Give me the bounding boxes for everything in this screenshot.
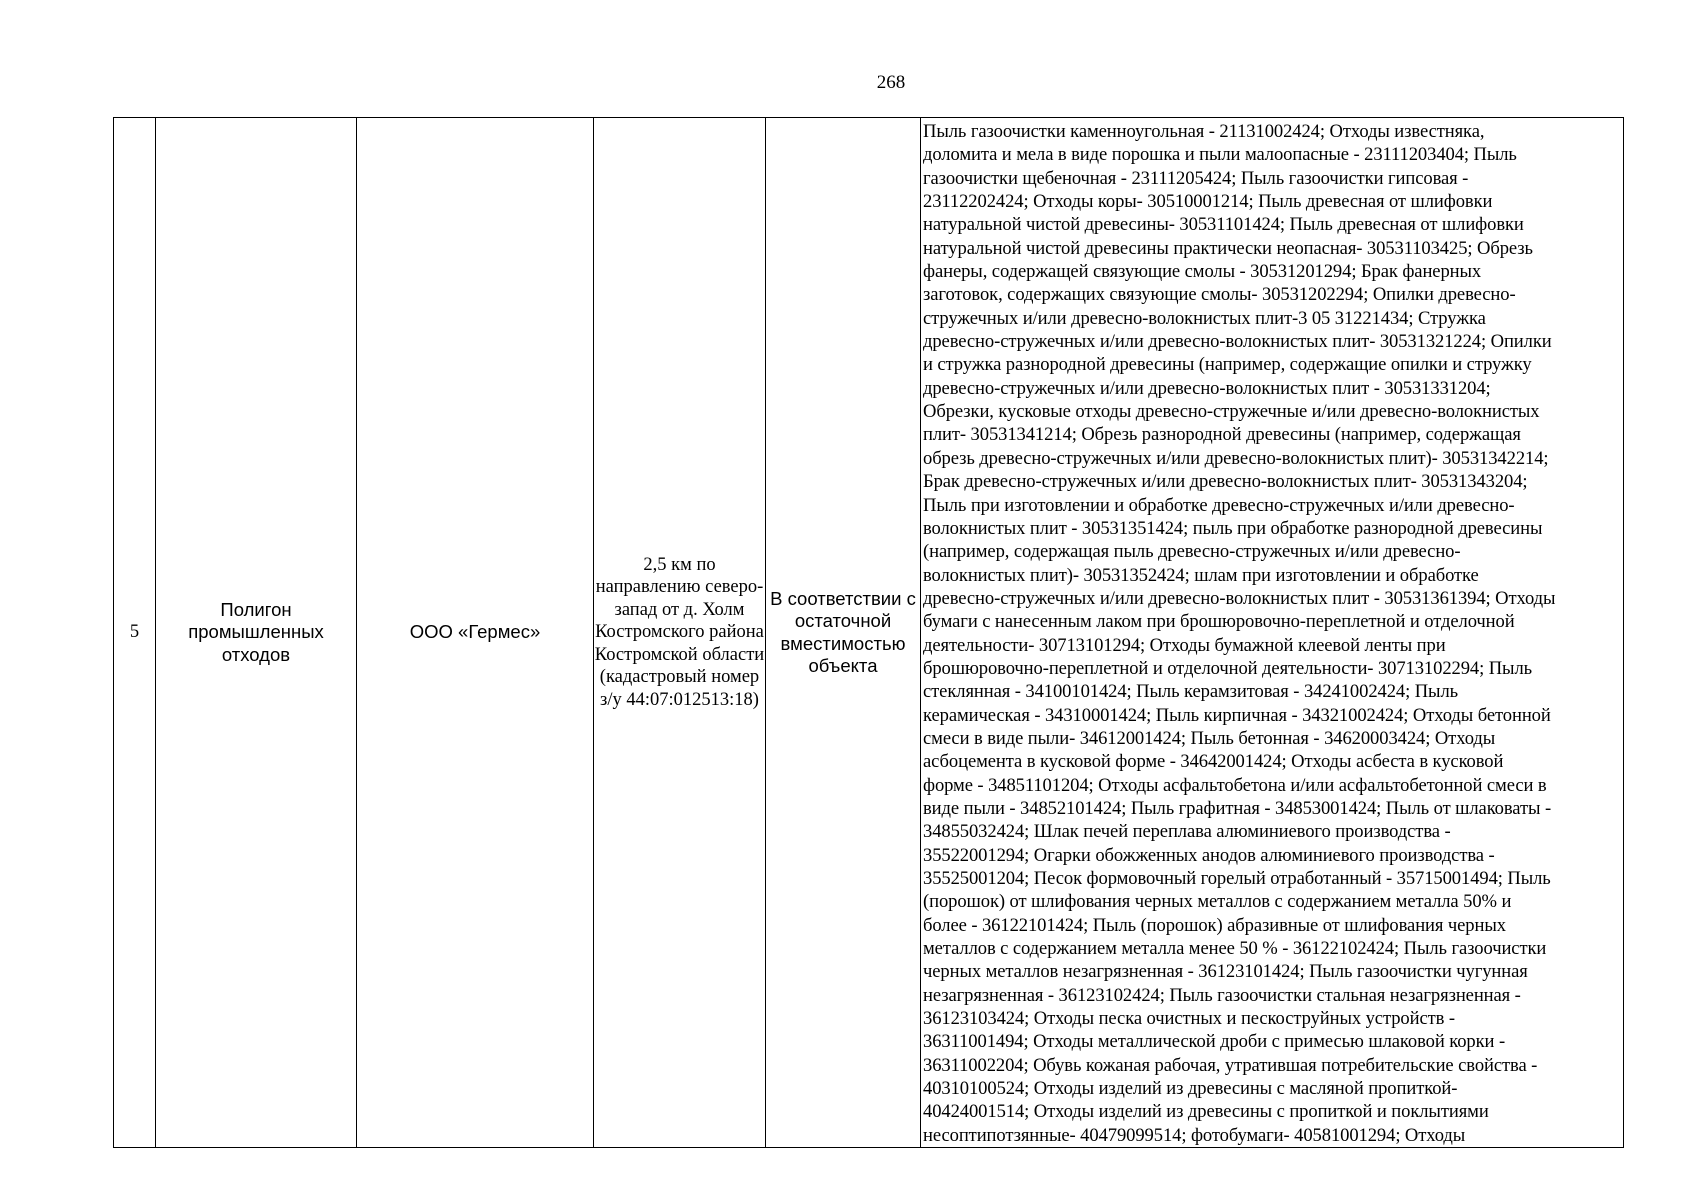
- location-cell: [594, 118, 766, 1148]
- waste-line: Пыль газоочистки каменноугольная - 21131002424; Отходы известняка,: [923, 121, 1485, 142]
- waste-line: асбоцемента в кусковой форме - 34642001424; Отходы асбеста в кусковой: [923, 751, 1504, 773]
- waste-line: 40310100524; Отходы изделий из древесины с масляной пропиткой-: [923, 1078, 1458, 1100]
- operator-cell: [357, 118, 594, 1148]
- capacity-cell: [766, 118, 921, 1148]
- waste-line: заготовок, содержащих связующие смолы- 30531202294; Опилки древесно-: [923, 284, 1516, 306]
- waste-line: волокнистых плит)- 30531352424; шлам при изготовлении и обработке: [923, 564, 1479, 586]
- waste-line: форме - 34851101204; Отходы асфальтобетона и/или асфальтобетонной смеси в: [923, 774, 1547, 796]
- waste-line: древесно-стружечных и/или древесно-волокнистых плит- 30531321224; Опилки: [923, 331, 1552, 353]
- waste-line: смеси в виде пыли- 34612001424; Пыль бетонная - 34620003424; Отходы: [923, 727, 1496, 749]
- waste-line: волокнистых плит - 30531351424; пыль при обработке разнородной древесины: [923, 517, 1543, 539]
- capacity-text: В соответствии с остаточной вместимостью объекта: [770, 587, 916, 677]
- row-number: 5: [129, 622, 140, 643]
- location-text: 2,5 км по направлению северо-запад от д. Холм Костромского района Костромской области (кадастровый номер з/у 44:07:012513:18): [594, 554, 765, 710]
- waste-line: Обрезки, кусковые отходы древесно-стружечные и/или древесно-волокнистых: [923, 401, 1540, 423]
- waste-line: Пыль при изготовлении и обработке древесно-стружечных и/или древесно-: [923, 494, 1515, 516]
- waste-line: (например, содержащая пыль древесно-стружечных и/или древесно-: [923, 541, 1461, 563]
- waste-line: 23112202424; Отходы коры- 30510001214; Пыль древесная от шлифовки: [923, 191, 1493, 213]
- waste-line: брошюровочно-переплетной и отделочной деятельности- 30713102294; Пыль: [923, 657, 1533, 679]
- waste-line: древесно-стружечных и/или древесно-волокнистых плит - 30531331204;: [923, 377, 1491, 399]
- waste-line: натуральной чистой древесины- 30531101424; Пыль древесная от шлифовки: [923, 214, 1524, 236]
- waste-line: несоптипотзянные- 40479099514; фотобумаги- 40581001294; Отходы: [923, 1124, 1466, 1146]
- waste-line: доломита и мела в виде порошка и пыли малоопасные - 23111203404; Пыль: [923, 144, 1517, 166]
- waste-line: обрезь древесно-стружечных и/или древесно-волокнистых плит)- 30531342214;: [923, 447, 1549, 469]
- waste-line: стружечных и/или древесно-волокнистых плит-3 05 31221434; Стружка: [923, 307, 1486, 329]
- waste-line: металлов с содержанием металла менее 50 % - 36122102424; Пыль газоочистки: [923, 938, 1547, 960]
- waste-line: 36311001494; Отходы металлической дроби с примесью шлаковой корки -: [923, 1031, 1506, 1053]
- waste-line: 35522001294; Огарки обожженных анодов алюминиевого производства -: [923, 844, 1495, 866]
- registry-table: [113, 117, 1624, 1148]
- waste-types-list: [923, 120, 1623, 1147]
- operator-name: ООО «Гермес»: [409, 621, 541, 643]
- waste-line: 36311002204; Обувь кожаная рабочая, утратившая потребительские свойства -: [923, 1054, 1538, 1076]
- waste-line: натуральной чистой древесины практически неопасная- 30531103425; Обрезь: [923, 237, 1533, 259]
- waste-line: стеклянная - 34100101424; Пыль керамзитовая - 34241002424; Пыль: [923, 681, 1458, 703]
- waste-line: 36123103424; Отходы песка очистных и пескоструйных устройств -: [923, 1008, 1455, 1030]
- waste-line: черных металлов незагрязненная - 36123101424; Пыль газоочистки чугунная: [923, 961, 1528, 983]
- waste-line: виде пыли - 34852101424; Пыль графитная - 34853001424; Пыль от шлаковаты -: [923, 797, 1552, 819]
- waste-line: 40424001514; Отходы изделий из древесины с пропиткой и поклытиями: [923, 1101, 1489, 1123]
- waste-line: более - 36122101424; Пыль (порошок) абразивные от шлифования черных: [923, 914, 1506, 936]
- waste-line: бумаги с нанесенным лаком при брошюровочно-переплетной и отделочной: [923, 611, 1515, 633]
- waste-line: плит- 30531341214; Обрезь разнородной древесины (например, содержащая: [923, 424, 1521, 446]
- facility-name: Полигон промышленных отходов: [188, 598, 324, 665]
- waste-line: древесно-стружечных и/или древесно-волокнистых плит - 30531361394; Отходы: [923, 587, 1556, 609]
- waste-line: (порошок) от шлифования черных металлов с содержанием металла 50% и: [923, 891, 1512, 913]
- waste-line: и стружка разнородной древесины (например, содержащие опилки и стружку: [923, 354, 1532, 376]
- waste-line: фанеры, содержащей связующие смолы - 30531201294; Брак фанерных: [923, 261, 1482, 283]
- facility-name-cell: [156, 118, 357, 1148]
- waste-types-cell: [921, 118, 1624, 1148]
- waste-line: незагрязненная - 36123102424; Пыль газоочистки стальная незагрязненная -: [923, 984, 1521, 1006]
- waste-line: Брак древесно-стружечных и/или древесно-волокнистых плит- 30531343204;: [923, 471, 1528, 493]
- row-number-cell: [114, 118, 156, 1148]
- waste-line: газоочистки щебеночная - 23111205424; Пыль газоочистки гипсовая -: [923, 167, 1469, 189]
- page-number: 268: [876, 72, 906, 93]
- waste-line: 35525001204; Песок формовочный горелый отработанный - 35715001494; Пыль: [923, 868, 1551, 889]
- waste-line: деятельности- 30713101294; Отходы бумажной клеевой ленты при: [923, 634, 1446, 656]
- waste-line: 34855032424; Шлак печей переплава алюминиевого производства -: [923, 821, 1451, 843]
- table-row: [114, 118, 1624, 1148]
- waste-line: керамическая - 34310001424; Пыль кирпичная - 34321002424; Отходы бетонной: [923, 704, 1551, 726]
